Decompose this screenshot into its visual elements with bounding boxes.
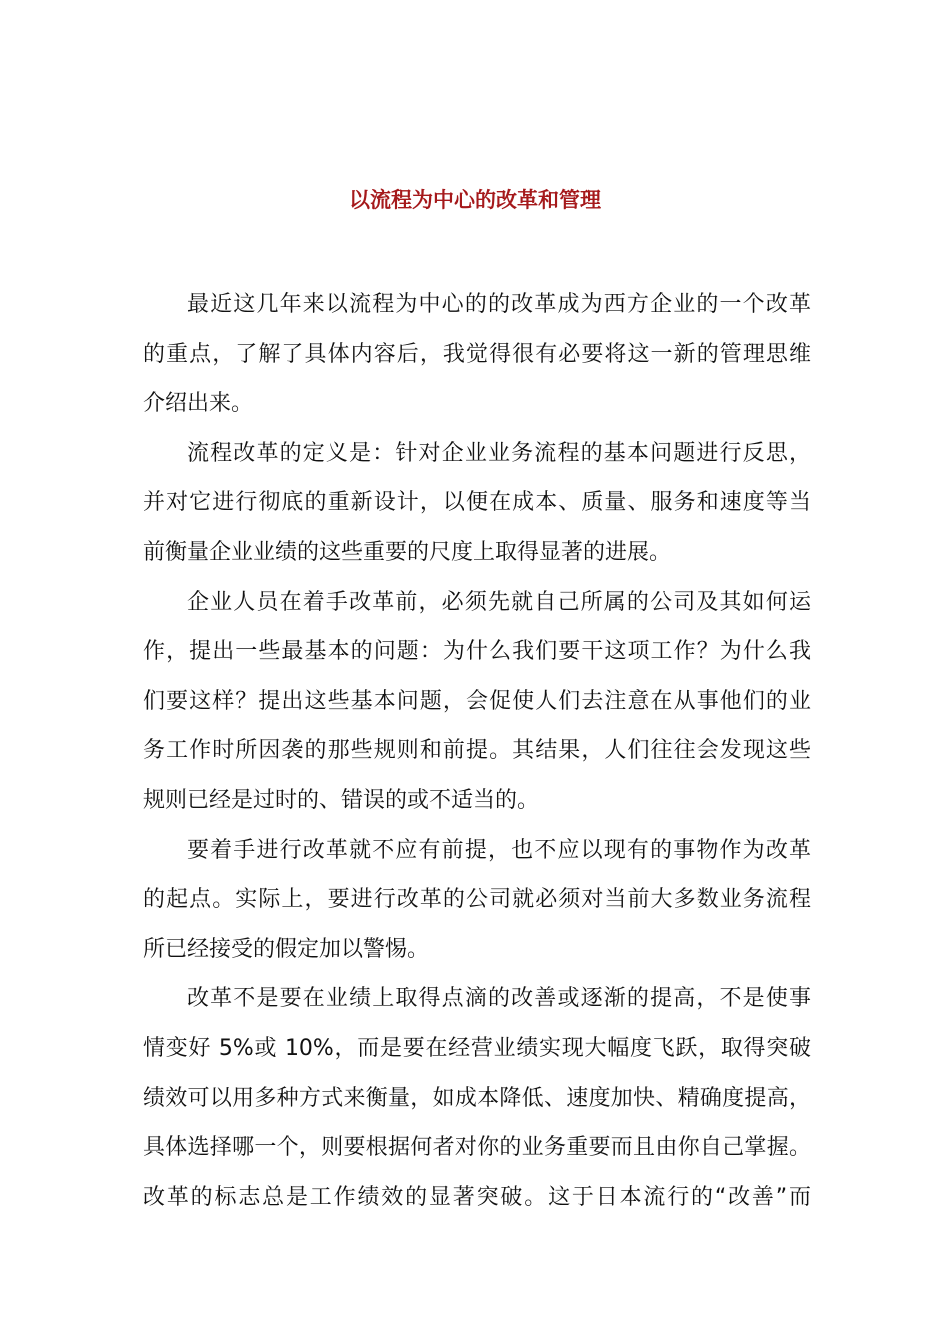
- document-body: [143, 280, 811, 1222]
- body-line: 作，提出一些最基本的问题：为什么我们要干这项工作？为什么我: [143, 639, 811, 665]
- body-line: 并对它进行彻底的重新设计，以便在成本、质量、服务和速度等当: [143, 490, 811, 516]
- body-line: 务工作时所因袭的那些规则和前提。其结果，人们往往会发现这些: [143, 738, 811, 764]
- body-line: 规则已经是过时的、错误的或不适当的。: [143, 787, 540, 813]
- body-line: 介绍出来。: [143, 391, 254, 417]
- document-title: 以流程为中心的改革和管理: [349, 188, 601, 212]
- body-line: 改革不是要在业绩上取得点滴的改善或逐渐的提高，不是使事: [187, 986, 811, 1012]
- body-line: 企业人员在着手改革前，必须先就自己所属的公司及其如何运: [187, 589, 811, 615]
- body-line: 要着手进行改革就不应有前提，也不应以现有的事物作为改革: [187, 837, 811, 863]
- body-line: 情变好 5%或 10%，而是要在经营业绩实现大幅度飞跃，取得突破: [143, 1035, 811, 1061]
- body-line: 们要这样？提出这些基本问题，会促使人们去注意在从事他们的业: [143, 688, 811, 714]
- body-line: 改革的标志总是工作绩效的显著突破。这于日本流行的“改善”而: [143, 1184, 811, 1210]
- body-line: 的起点。实际上，要进行改革的公司就必须对当前大多数业务流程: [143, 887, 811, 913]
- body-line: 流程改革的定义是：针对企业业务流程的基本问题进行反思，: [187, 440, 811, 466]
- body-line: 前衡量企业业绩的这些重要的尺度上取得显著的进展。: [143, 539, 672, 565]
- body-line: 所已经接受的假定加以警惕。: [143, 936, 430, 962]
- body-line: 的重点，了解了具体内容后，我觉得很有必要将这一新的管理思维: [143, 341, 811, 367]
- body-line: 绩效可以用多种方式来衡量，如成本降低、速度加快、精确度提高，: [143, 1085, 811, 1111]
- body-line: 具体选择哪一个，则要根据何者对你的业务重要而且由你自己掌握。: [143, 1135, 811, 1161]
- body-line: 最近这几年来以流程为中心的的改革成为西方企业的一个改革: [187, 292, 811, 317]
